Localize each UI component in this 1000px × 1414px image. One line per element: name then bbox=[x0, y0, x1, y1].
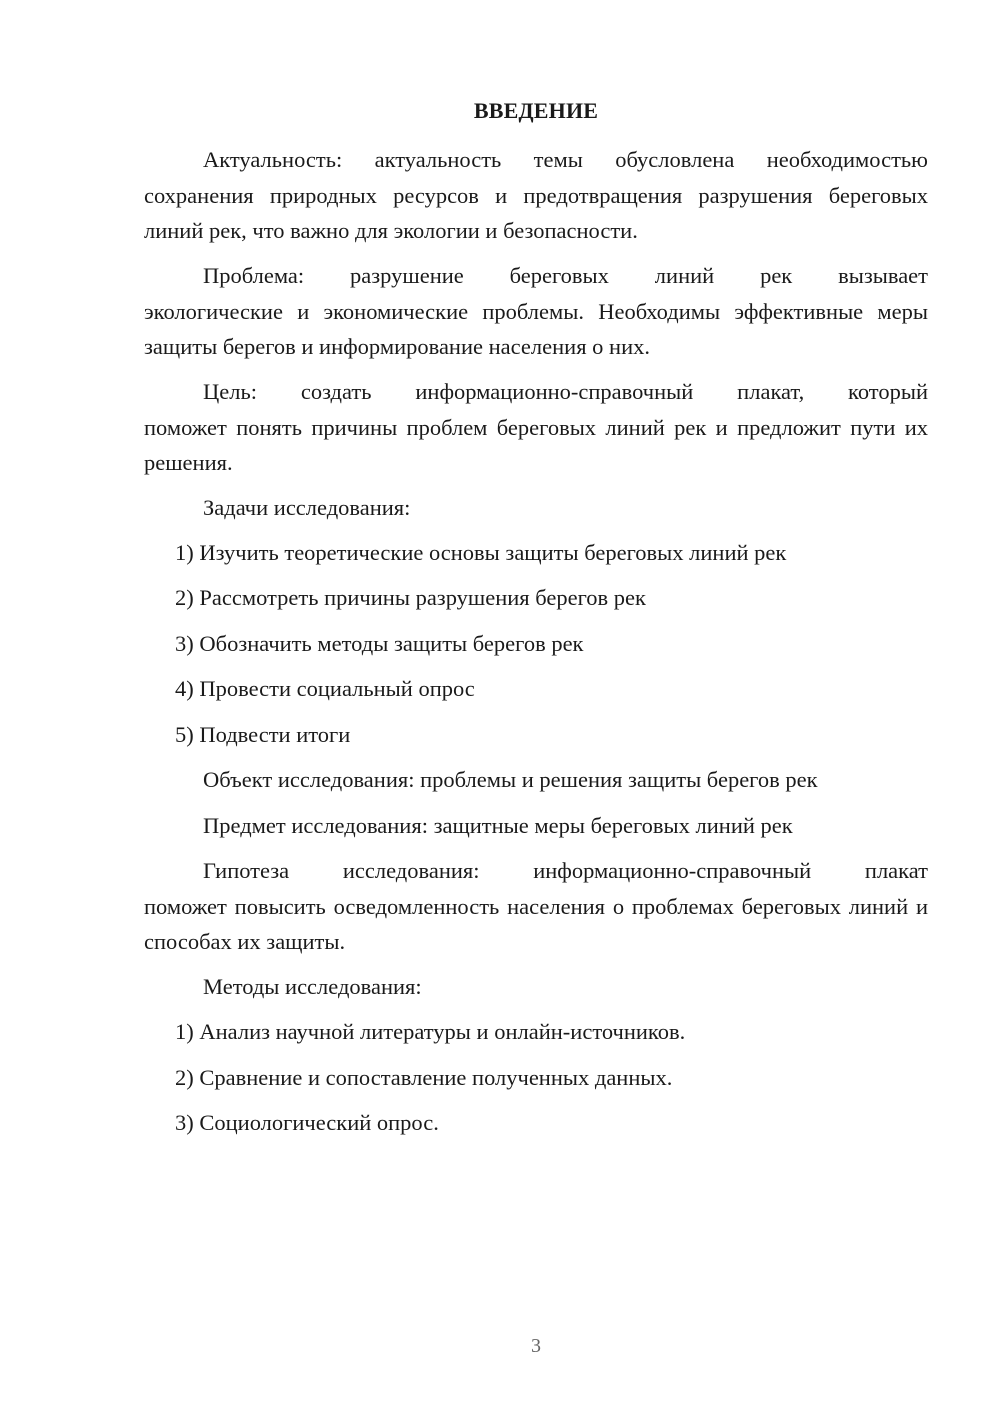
problem-paragraph-line1: Проблема: разрушение береговых линий рек вызывает bbox=[203, 263, 928, 288]
goal-paragraph-rest: поможет понять причины проблем береговых линий рек и предложит пути их решения. bbox=[144, 414, 928, 475]
list-item: 1) Анализ научной литературы и онлайн-источников. bbox=[175, 1019, 686, 1044]
list-item: 2) Сравнение и сопоставление полученных данных. bbox=[175, 1065, 673, 1090]
list-item: 3) Социологический опрос. bbox=[175, 1110, 439, 1135]
hypothesis-paragraph bbox=[144, 853, 928, 960]
list-item: 3) Обозначить методы защиты берегов рек bbox=[175, 631, 584, 656]
subject-paragraph: Предмет исследования: защитные меры береговых линий рек bbox=[203, 813, 793, 838]
methods-title: Методы исследования: bbox=[203, 974, 422, 999]
goal-paragraph-line1: Цель: создать информационно-справочный плакат, который bbox=[203, 379, 928, 404]
hypothesis-paragraph-rest: поможет повысить осведомленность населения о проблемах береговых линий и способах их защиты. bbox=[144, 893, 928, 954]
relevance-paragraph-line1: Актуальность: актуальность темы обусловлена необходимостью bbox=[203, 147, 928, 172]
goal-paragraph bbox=[144, 374, 928, 481]
problem-paragraph bbox=[144, 258, 928, 365]
relevance-paragraph-rest: сохранения природных ресурсов и предотвращения разрушения береговых линий рек, что важно для экологии и безопасности. bbox=[144, 182, 928, 243]
page-title: ВВЕДЕНИЕ bbox=[473, 98, 599, 123]
relevance-paragraph bbox=[144, 142, 928, 249]
list-item: 5) Подвести итоги bbox=[175, 722, 351, 747]
page-number: 3 bbox=[531, 1335, 541, 1357]
list-item: 4) Провести социальный опрос bbox=[175, 676, 475, 701]
list-item: 1) Изучить теоретические основы защиты береговых линий рек bbox=[175, 540, 787, 565]
problem-paragraph-rest: экологические и экономические проблемы. Необходимы эффективные меры защиты берегов и информирование населения о них. bbox=[144, 298, 928, 359]
tasks-title: Задачи исследования: bbox=[203, 495, 411, 520]
hypothesis-paragraph-line1: Гипотеза исследования: информационно-справочный плакат bbox=[203, 858, 928, 883]
object-paragraph: Объект исследования: проблемы и решения защиты берегов рек bbox=[203, 767, 818, 792]
list-item: 2) Рассмотреть причины разрушения берегов рек bbox=[175, 585, 646, 610]
